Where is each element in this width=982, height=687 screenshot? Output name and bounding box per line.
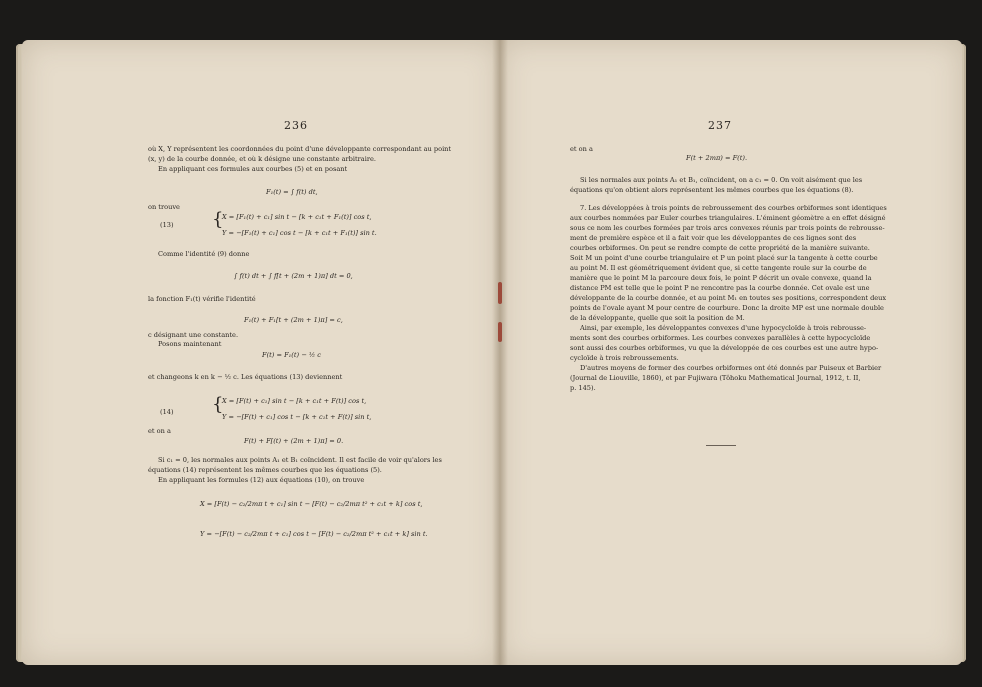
equation: ∫ f(t) dt + ∫ f[t + (2m + 1)π] dt = 0, <box>234 272 353 280</box>
text-line: Posons maintenant <box>158 340 222 348</box>
text-line: p. 145). <box>570 384 596 392</box>
brace: { <box>212 209 224 230</box>
text-line: on trouve <box>148 203 180 211</box>
text-line: (Journal de Liouville, 1860), et par Fujiwara (Tôhoku Mathematical Journal, 1912, t. II, <box>570 374 861 382</box>
text-line: équations (14) représentent les mêmes courbes que les équations (5). <box>148 466 382 474</box>
text-line: En appliquant les formules (12) aux équations (10), on trouve <box>158 476 365 484</box>
page-number: 237 <box>708 119 732 132</box>
text-line: Si c₁ = 0, les normales aux points A₁ et B₁ coïncident. Il est facile de voir qu'alors les <box>158 456 442 464</box>
equation: X = [F(t) + c₁] sin t − [k + c₁t + F(t)] cos t, <box>222 397 367 405</box>
binding-thread <box>498 282 502 304</box>
right-page <box>500 40 962 665</box>
text-line: distance PM est telle que le point P ne rencontre pas la courbe donnée. Cet ovale est une <box>570 284 870 292</box>
equation: X = [F(t) − c₂/2mπ t + c₁] sin t − [F(t) − c₂/2mπ t² + c₁t + k] cos t, <box>200 500 423 508</box>
equation: F(t + 2mπ) = F(t). <box>686 154 748 162</box>
text-line: développante de la courbe donnée, et au point M₁ en toutes ses positions, correspondent deux <box>570 294 887 302</box>
text-line: 7. Les développées à trois points de rebroussement des courbes orbiformes sont identiques <box>580 204 887 212</box>
equation: Y = −[F(t) − c₂/2mπ t + c₁] cos t − [F(t) − c₂/2mπ t² + c₁t + k] sin t. <box>200 530 428 538</box>
text-line: courbes orbiformes. On peut se rendre compte de cette propriété de la manière suivante. <box>570 244 870 252</box>
page-number: 236 <box>284 119 308 132</box>
text-line: En appliquant ces formules aux courbes (5) et en posant <box>158 165 348 173</box>
text-line: Si les normales aux points A₁ et B₁, coïncident, on a c₁ = 0. On voit aisément que les <box>580 176 863 184</box>
text-line: la fonction F₁(t) vérifie l'identité <box>148 295 256 303</box>
equation: F₁(t) = ∫ f(t) dt, <box>266 188 318 196</box>
text-line: de la développante, quelle que soit la position de M. <box>570 314 745 322</box>
text-line: Comme l'identité (9) donne <box>158 250 250 258</box>
text-line: aux courbes nommées par Euler courbes triangulaires. L'éminent géomètre a en effet désigné <box>570 214 886 222</box>
text-line: (x, y) de la courbe donnée, et où k désigne une constante arbitraire. <box>148 155 376 163</box>
text-line: cycloïde à trois rebroussements. <box>570 354 679 362</box>
text-line: équations qu'on obtient alors représentent les mêmes courbes que les équations (8). <box>570 186 854 194</box>
text-line: et changeons k en k − ½ c. Les équations (13) deviennent <box>148 373 343 381</box>
book-gutter <box>492 40 508 665</box>
binding-thread <box>498 322 502 342</box>
text-line: et on a <box>570 145 593 153</box>
text-line: manière que le point M la parcoure deux fois, le point P décrit un ovale convexe, quand la <box>570 274 872 282</box>
text-line: ment de première espèce et il a fait voir que les développantes de ces lignes sont des <box>570 234 857 242</box>
left-page <box>22 40 500 665</box>
equation: X = [F₁(t) + c₁] sin t − [k + c₁t + F₁(t)] cos t, <box>222 213 372 221</box>
brace: { <box>212 394 224 415</box>
text-line: sous ce nom les courbes formées par trois arcs convexes réunis par trois points de rebrousse- <box>570 224 885 232</box>
equation-label: (14) <box>160 408 174 416</box>
text-line: sont aussi des courbes orbiformes, vu que la développée de ces courbes est une autre hypo- <box>570 344 879 352</box>
text-line: D'autres moyens de former des courbes orbiformes ont été donnés par Puiseux et Barbier <box>580 364 882 372</box>
equation: F(t) + F[(t) + (2m + 1)π] = 0. <box>244 437 344 445</box>
text-line: c désignant une constante. <box>148 331 239 339</box>
equation: Y = −[F(t) + c₁] cos t − [k + c₁t + F(t)] sin t, <box>222 413 372 421</box>
text-line: Soit M un point d'une courbe triangulaire et P un point placé sur la tangente à cette courbe <box>570 254 878 262</box>
text-line: où X, Y représentent les coordonnées du point d'une développante correspondant au point <box>148 145 452 153</box>
text-line: et on a <box>148 427 171 435</box>
end-rule <box>706 445 736 446</box>
equation: Y = −[F₁(t) + c₁] cos t − [k + c₁t + F₁(t)] sin t. <box>222 229 377 237</box>
text-line: au point M. Il est géométriquement évident que, si cette tangente roule sur la courbe de <box>570 264 867 272</box>
text-line: Ainsi, par exemple, les développantes convexes d'une hypocycloïde à trois rebrousse- <box>580 324 867 332</box>
text-line: points de l'ovale ayant M pour centre de courbure. Donc la droite MP est une normale double <box>570 304 884 312</box>
equation: F₁(t) + F₁[t + (2m + 1)π] = c, <box>244 316 343 324</box>
equation: F(t) = F₁(t) − ½ c <box>262 351 321 359</box>
text-line: ments sont des courbes orbiformes. Les courbes convexes parallèles à cette hypocycloïde <box>570 334 871 342</box>
equation-label: (13) <box>160 221 174 229</box>
